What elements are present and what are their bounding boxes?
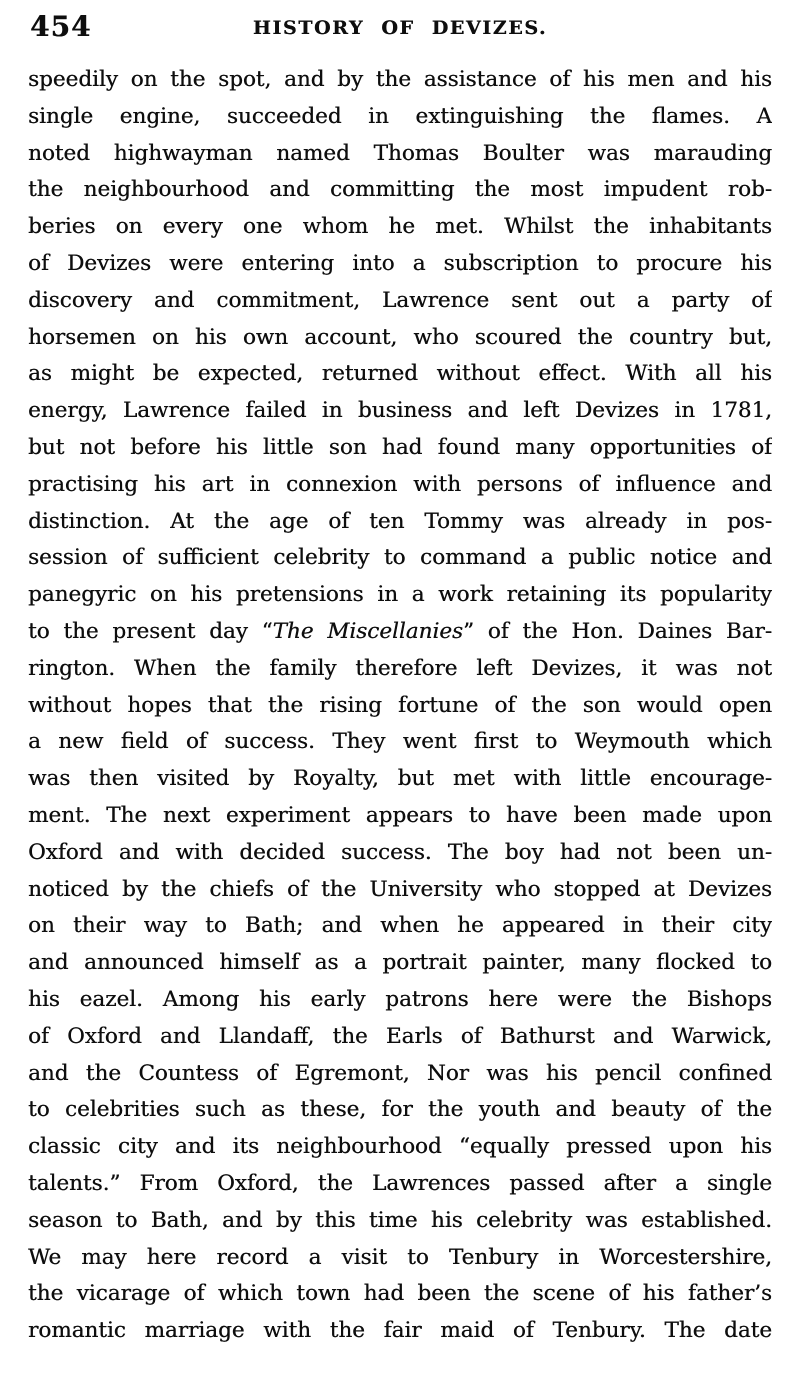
- text-segment: and announced himself as a portrait painter, many flocked to: [28, 950, 772, 976]
- text-segment: speedily on the spot, and by the assistance of his men and his: [28, 67, 772, 92]
- text-line: [28, 504, 772, 541]
- text-line: [28, 356, 772, 393]
- text-segment: energy, Lawrence failed in business and left Devizes in 1781,: [28, 398, 772, 424]
- text-line: [28, 283, 772, 320]
- text-line: [28, 1240, 772, 1277]
- text-line: [28, 1092, 772, 1129]
- text-line: [28, 1203, 772, 1240]
- text-segment: talents.” From Oxford, the Lawrences passed after a single: [28, 1170, 772, 1196]
- text-segment: beries on every one whom he met. Whilst the inhabitants: [28, 214, 772, 240]
- text-segment: ” of the Hon. Daines Bar-: [463, 618, 772, 644]
- text-line: [28, 1129, 772, 1166]
- page-header: [0, 8, 800, 50]
- text-line: [28, 540, 772, 577]
- text-segment: practising his art in connexion with persons of influence and: [28, 471, 772, 497]
- text-line: [28, 1056, 772, 1093]
- text-segment: Oxford and with decided success. The boy had not been un-: [28, 839, 772, 865]
- text-segment: horsemen on his own account, who scoured the country but,: [28, 324, 772, 350]
- text-line: [28, 209, 772, 246]
- text-line: [28, 320, 772, 357]
- text-line: [28, 982, 772, 1019]
- running-title: HISTORY OF DEVIZES.: [252, 17, 548, 39]
- text-line: [28, 1166, 772, 1203]
- text-segment: romantic marriage with the fair maid of Tenbury. The date: [28, 1318, 772, 1344]
- text-line: [28, 172, 772, 209]
- text-segment: rington. When the family therefore left Devizes, it was not: [28, 655, 772, 681]
- text-segment: discovery and commitment, Lawrence sent out a party of: [28, 287, 772, 313]
- text-segment: season to Bath, and by this time his celebrity was established.: [28, 1207, 772, 1233]
- text-segment: as might be expected, returned without effect. With all his: [28, 361, 772, 387]
- italic-book-title: The Miscellanies: [272, 618, 463, 644]
- text-segment: the vicarage of which town had been the scene of his father’s: [28, 1281, 772, 1307]
- text-line: [28, 246, 772, 283]
- text-segment: session of sufficient celebrity to command a public notice and: [28, 545, 772, 571]
- page-number: 454: [30, 10, 92, 43]
- text-line: [28, 1313, 772, 1350]
- text-line: [28, 908, 772, 945]
- text-segment: single engine, succeeded in extinguishing the flames. A: [28, 103, 772, 129]
- text-segment: without hopes that the rising fortune of the son would open: [28, 692, 772, 718]
- text-line: [28, 798, 772, 835]
- text-segment: his eazel. Among his early patrons here were the Bishops: [28, 986, 772, 1012]
- text-line: [28, 1019, 772, 1056]
- text-block: [28, 62, 772, 1350]
- text-segment: noticed by the chiefs of the University who stopped at Devizes: [28, 876, 772, 902]
- text-segment: the neighbourhood and committing the most impudent rob-: [28, 177, 772, 203]
- text-line: [28, 945, 772, 982]
- text-segment: a new field of success. They went first to Weymouth which: [28, 729, 772, 755]
- text-segment: on their way to Bath; and when he appeared in their city: [28, 913, 772, 939]
- text-segment: and the Countess of Egremont, Nor was his pencil confined: [28, 1060, 772, 1086]
- text-line: [28, 577, 772, 614]
- text-line: [28, 99, 772, 136]
- text-line: [28, 62, 772, 99]
- text-line: [28, 136, 772, 173]
- text-line: [28, 872, 772, 909]
- text-line: [28, 835, 772, 872]
- text-segment: to celebrities such as these, for the youth and beauty of the: [28, 1097, 772, 1123]
- text-segment: classic city and its neighbourhood “equally pressed upon his: [28, 1134, 772, 1160]
- text-segment: We may here record a visit to Tenbury in Worcestershire,: [28, 1244, 772, 1270]
- text-line: [28, 688, 772, 725]
- text-segment: to the present day “: [28, 618, 273, 644]
- text-line: [28, 430, 772, 467]
- text-segment: noted highwayman named Thomas Boulter was marauding: [28, 140, 772, 166]
- text-segment: of Oxford and Llandaff, the Earls of Bathurst and Warwick,: [28, 1023, 772, 1049]
- text-segment: ment. The next experiment appears to have been made upon: [28, 802, 772, 828]
- text-segment: panegyric on his pretensions in a work retaining its popularity: [28, 582, 772, 608]
- text-line: [28, 467, 772, 504]
- text-segment: distinction. At the age of ten Tommy was already in pos-: [28, 508, 772, 534]
- text-line: [28, 1276, 772, 1313]
- text-line: [28, 724, 772, 761]
- text-line: [28, 393, 772, 430]
- text-line: [28, 614, 772, 651]
- text-line: [28, 651, 772, 688]
- text-line: [28, 761, 772, 798]
- text-segment: but not before his little son had found many opportunities of: [28, 434, 772, 460]
- text-segment: of Devizes were entering into a subscription to procure his: [28, 250, 772, 276]
- text-segment: was then visited by Royalty, but met with little encourage-: [28, 766, 772, 792]
